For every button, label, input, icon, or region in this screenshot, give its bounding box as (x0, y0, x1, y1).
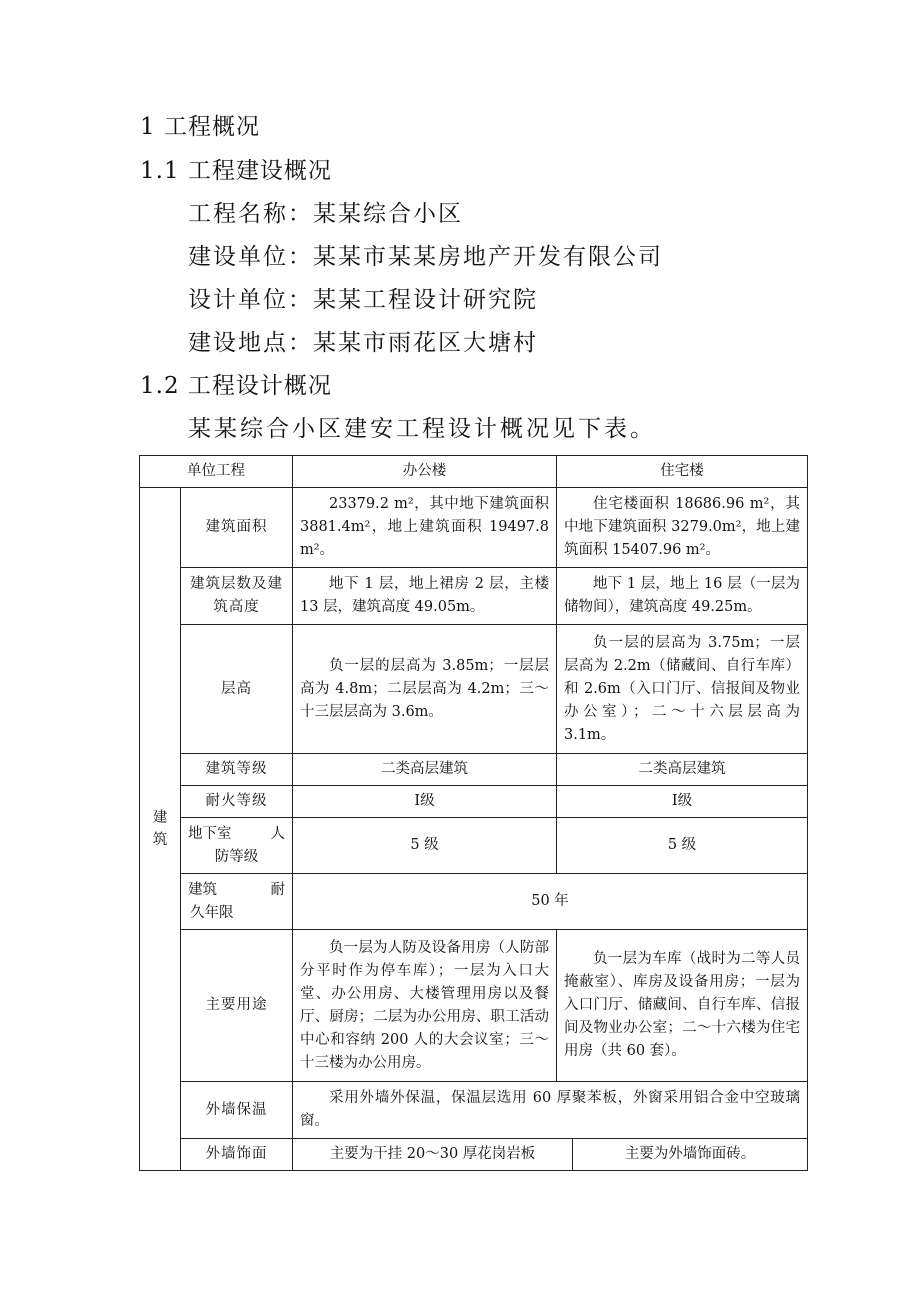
row-label: 主要用途 (181, 930, 293, 1082)
table-row (140, 786, 808, 818)
office-value: 负一层的层高为 3.85m；一层层高为 4.8m；二层层高为 4.2m；三～十三层层高为 3.6m。 (293, 625, 557, 754)
row-label: 层高 (181, 625, 293, 754)
table-row (140, 930, 808, 1082)
residential-value: 地下 1 层，地上 16 层（一层为储物间），建筑高度 49.25m。 (557, 568, 808, 625)
office-value: 主要为干挂 20～30 厚花岗岩板 (293, 1139, 573, 1171)
row-label-part: 久年限 (190, 904, 234, 921)
row-label-part: 防等级 (214, 848, 259, 865)
row-label: 耐火等级 (181, 786, 293, 818)
table-row (140, 568, 808, 625)
table-row (140, 488, 808, 568)
header-unit: 单位工程 (140, 456, 293, 488)
row-label-part: 人 (270, 825, 285, 842)
design-overview-table (139, 455, 808, 1171)
shared-value: 采用外墙外保温，保温层选用 60 厚聚苯板，外窗采用铝合金中空玻璃窗。 (293, 1082, 808, 1139)
header-office: 办公楼 (293, 456, 557, 488)
row-label (181, 818, 293, 874)
residential-value: Ⅰ级 (557, 786, 808, 818)
row-label-part: 耐 (270, 881, 285, 898)
header-residential: 住宅楼 (557, 456, 808, 488)
project-designer-line: 设计单位：某某工程设计研究院 (188, 287, 538, 313)
intro-paragraph: 某某综合小区建安工程设计概况见下表。 (188, 416, 656, 442)
table-row (140, 625, 808, 754)
row-label: 外墙饰面 (181, 1139, 293, 1171)
shared-value: 50 年 (293, 874, 808, 930)
residential-value: 负一层的层高为 3.75m；一层层高为 2.2m（储藏间、自行车库）和 2.6m（入口门厅、信报间及物业办公室）；二～十六层层高为 3.1m。 (557, 625, 808, 754)
row-label: 外墙保温 (181, 1082, 293, 1139)
office-value: 5 级 (293, 818, 557, 874)
residential-value: 住宅楼面积 18686.96 m²，其中地下建筑面积 3279.0m²，地上建筑面积 15407.96 m²。 (557, 488, 808, 568)
table-row (140, 754, 808, 786)
office-value: 23379.2 m²，其中地下建筑面积 3881.4m²，地上建筑面积 19497.8 m²。 (293, 488, 557, 568)
office-value: 负一层为人防及设备用房（人防部分平时作为停车库）；一层为入口大堂、办公用房、大楼管理用房以及餐厅、厨房；二层为办公用房、职工活动中心和容纳 200 人的大会议室；三～十三楼为办公用房。 (293, 930, 557, 1082)
residential-value: 二类高层建筑 (557, 754, 808, 786)
category-label: 建筑 (152, 810, 168, 848)
table-row (140, 818, 808, 874)
row-label (181, 874, 293, 930)
category-cell (140, 488, 181, 1171)
heading-1: 1 工程概况 (140, 114, 260, 140)
table-row (140, 1139, 808, 1171)
row-label-part: 地下室 (188, 825, 232, 842)
project-site-line: 建设地点：某某市雨花区大塘村 (188, 330, 538, 356)
residential-value: 负一层为车库（战时为二等人员掩蔽室）、库房及设备用房；一层为入口门厅、储藏间、自行车库、信报间及物业办公室；二～十六楼为住宅用房（共 60 套）。 (557, 930, 808, 1082)
row-label-part: 建筑 (188, 881, 217, 898)
heading-1-2: 1.2 工程设计概况 (140, 373, 332, 399)
residential-value: 5 级 (557, 818, 808, 874)
row-label: 建筑面积 (181, 488, 293, 568)
table-row (140, 874, 808, 930)
project-name-line: 工程名称：某某综合小区 (188, 201, 463, 227)
row-label: 建筑层数及建筑高度 (181, 568, 293, 625)
office-value: 地下 1 层，地上裙房 2 层，主楼 13 层，建筑高度 49.05m。 (293, 568, 557, 625)
residential-value: 主要为外墙饰面砖。 (573, 1139, 808, 1171)
row-label: 建筑等级 (181, 754, 293, 786)
project-owner-line: 建设单位：某某市某某房地产开发有限公司 (188, 244, 663, 270)
table-row (140, 1082, 808, 1139)
office-value: Ⅰ级 (293, 786, 557, 818)
heading-1-1: 1.1 工程建设概况 (140, 158, 332, 184)
table-header-row (140, 456, 808, 488)
office-value: 二类高层建筑 (293, 754, 557, 786)
